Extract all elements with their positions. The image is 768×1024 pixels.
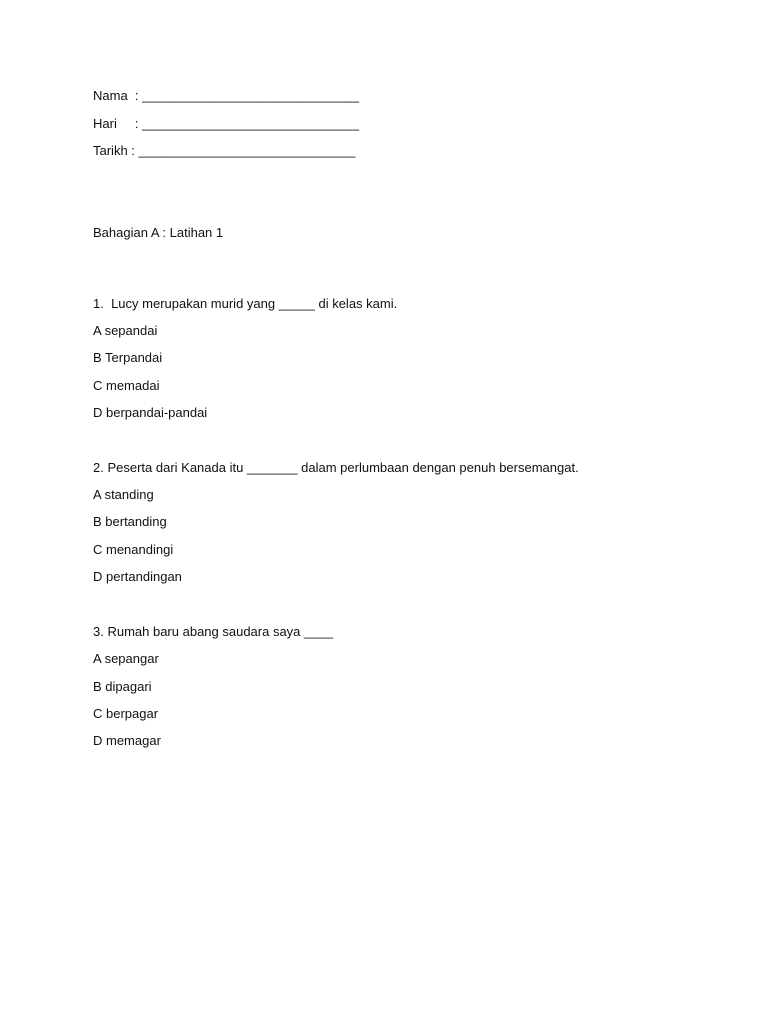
question-3-option-d: D memagar — [93, 733, 161, 748]
question-1-option-a: A sepandai — [93, 323, 158, 338]
question-2: 2. Peserta dari Kanada itu _______ dalam perlumbaan dengan penuh bersemangat. — [93, 460, 579, 475]
section-title: Bahagian A : Latihan 1 — [93, 225, 224, 240]
hari-field: Hari : ______________________________ — [93, 116, 360, 131]
question-2-option-a: A standing — [93, 487, 154, 502]
question-3-option-b: B dipagari — [93, 679, 152, 694]
question-2-option-b: B bertanding — [93, 514, 167, 529]
tarikh-field: Tarikh : ______________________________ — [93, 143, 356, 158]
question-3: 3. Rumah baru abang saudara saya ____ — [93, 624, 333, 639]
question-3-option-c: C berpagar — [93, 706, 159, 721]
question-2-option-c: C menandingi — [93, 542, 174, 557]
question-1-option-c: C memadai — [93, 378, 160, 393]
question-1: 1. Lucy merupakan murid yang _____ di kelas kami. — [93, 296, 398, 311]
question-3-option-a: A sepangar — [93, 651, 159, 666]
nama-field: Nama : ______________________________ — [93, 88, 360, 103]
question-2-option-d: D pertandingan — [93, 569, 182, 584]
question-1-option-d: D berpandai-pandai — [93, 405, 208, 420]
question-1-option-b: B Terpandai — [93, 350, 163, 365]
